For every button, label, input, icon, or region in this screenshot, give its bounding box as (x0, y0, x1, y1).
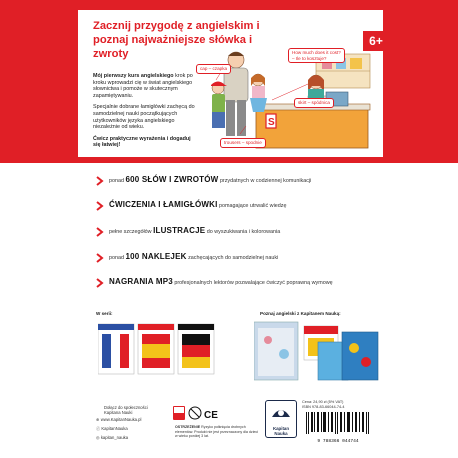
price-question-bubble (288, 48, 345, 63)
chevron-right-icon (95, 176, 105, 186)
feature-pre: ponad (109, 178, 124, 184)
chevron-right-icon (95, 278, 105, 288)
feature-highlight: ILUSTRACJE (153, 226, 206, 235)
shop-scene-svg (196, 36, 372, 154)
feature-post: przydatnych w codziennej komunikacji (219, 178, 312, 184)
trousers-label: trousers – spodnie (220, 138, 266, 148)
intro-rest: krok po kroku wprowadzi cię w świat angielskiego słownictwa i pomoże w skutecznym zapamiętywaniu. (93, 73, 193, 99)
feature-highlight: 100 NAKLEJEK (125, 252, 187, 261)
feature-item (95, 176, 385, 196)
price-block (302, 400, 344, 410)
feature-post: zachęcających do samodzielnej nauki (188, 255, 279, 261)
brand-logo (265, 400, 297, 438)
chevron-right-icon (95, 253, 105, 263)
facebook-icon: ⓕ (96, 426, 101, 431)
facebook-handle[interactable]: KapitanNauka (101, 426, 128, 431)
barcode-digits: 9 788366 044744 (317, 439, 359, 444)
feature-post: profesjonalnych lektorów pozwalające ćwiczyć poprawną wymowę (174, 280, 333, 286)
intro-p2: Specjalnie dobrane łamigłówki zachęcą do samodzielnej nauki początkujących użytkowników języka angielskiego niezależnie od wieku. (93, 104, 195, 131)
price: Cena: 24,90 zł (5% VAT) (302, 400, 344, 404)
feature-item (95, 201, 385, 221)
cap-label: cap – czapka (196, 64, 231, 74)
left-red-band (0, 0, 78, 157)
feature-highlight: 600 SŁÓW I ZWROTÓW (125, 175, 219, 184)
series-books (98, 320, 218, 380)
facebook-row (96, 426, 128, 431)
instagram-icon: ◎ (96, 435, 100, 440)
price-question-pl: – Ile to kosztuje? (292, 55, 327, 61)
feature-post: do wyszukiwania i kolorowania (206, 229, 281, 235)
other-products (254, 320, 379, 382)
intro-p3: Ćwicz praktyczne wyrażenia i dogaduj się łatwiej! (93, 135, 191, 149)
skirt-label: skirt – spódnica (294, 98, 334, 108)
barcode-bars (302, 412, 374, 434)
ce-mark-icon: CE (204, 410, 218, 421)
feature-post: pomagające utrwalić wiedzę (219, 203, 287, 209)
right-red-band (383, 0, 458, 157)
globe-icon: ⊕ (96, 417, 100, 422)
feature-item (95, 278, 385, 298)
warning-title: OSTRZEŻENIE (175, 425, 201, 429)
warning-block (175, 425, 261, 439)
feature-highlight: ĆWICZENIA I ŁAMIGŁÓWKI (109, 200, 218, 209)
feature-pre: pełne szczegółów (109, 229, 152, 235)
other-products-label: Poznaj angielski z Kapitanem Nauką: (260, 311, 341, 316)
feature-item (95, 253, 385, 273)
community-title: Dołącz do społeczności (104, 405, 148, 410)
series-label: W serii: (96, 311, 113, 316)
intro-lead: Mój pierwszy kurs angielskiego (93, 73, 174, 79)
age-badge: 6+ (363, 31, 389, 51)
instagram-row (96, 435, 128, 440)
website-link[interactable]: www.KapitanNauka.pl (100, 417, 142, 422)
website-row (96, 417, 141, 422)
barcode (302, 412, 374, 444)
other-products-svg (254, 320, 379, 382)
chevron-right-icon (95, 201, 105, 211)
warning-text: Ryzyko połknięcia drobnych elementów. Produkt nie jest przeznaczony dla dzieci w wieku poniżej 3 lat. (175, 425, 259, 439)
feature-pre: ponad (109, 255, 124, 261)
community-text (104, 405, 148, 416)
instagram-handle[interactable]: kapitan_nauka (100, 435, 129, 440)
community-sub: Kapitana Nauki (104, 410, 133, 416)
chevron-right-icon (95, 227, 105, 237)
safety-icons (173, 404, 219, 422)
captain-logo-icon (266, 401, 296, 421)
price-question-en: How much does it cost? (292, 50, 341, 55)
shop-illustration (196, 36, 372, 154)
feature-highlight: NAGRANIA MP3 (109, 277, 173, 286)
series-books-svg (98, 320, 218, 380)
mid-red-stripe (0, 157, 458, 163)
feature-item (95, 227, 385, 247)
svg-text:S: S (268, 117, 275, 128)
isbn: ISBN 978-83-66044-74-4 (302, 404, 345, 409)
cover-title: Zacznij przygodę z angielskim i poznaj najważniejsze słówka i zwroty (93, 20, 260, 60)
brand-name: Kapitan Nauka (272, 426, 290, 436)
intro-text (93, 73, 195, 154)
